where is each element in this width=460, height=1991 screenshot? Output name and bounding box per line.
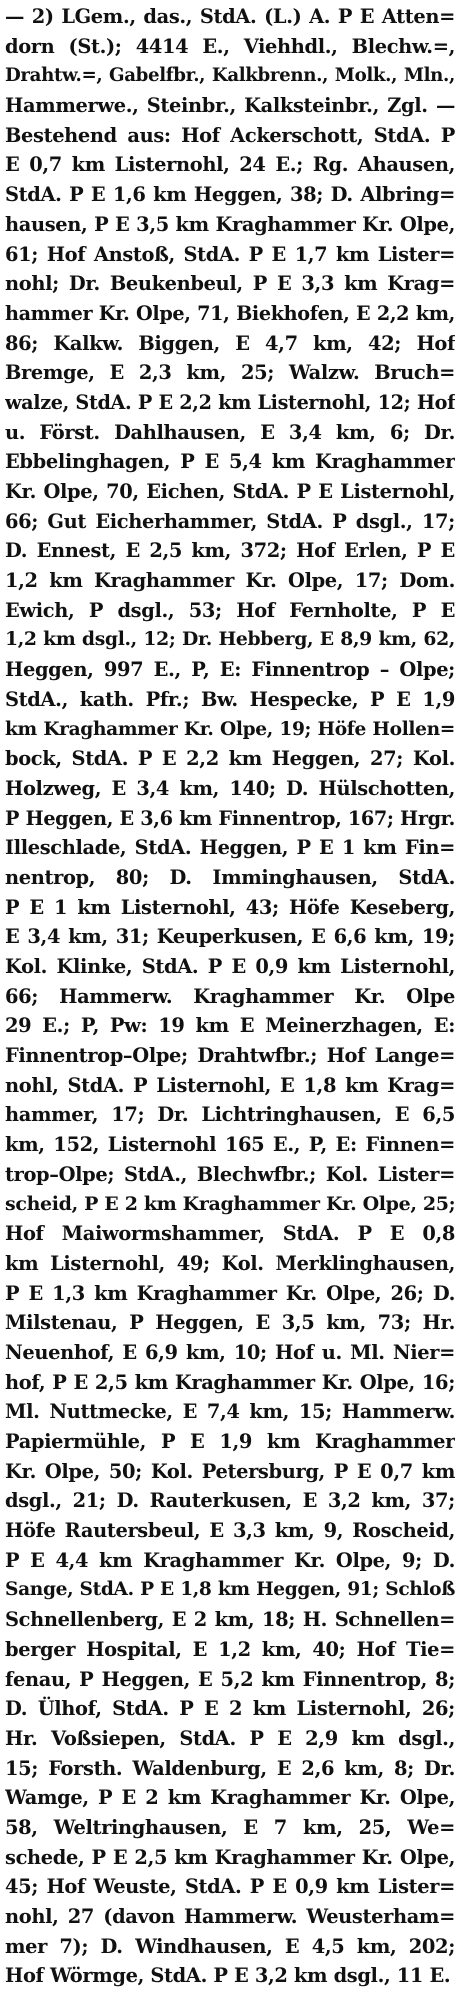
text-line: 45; Hof Weuste, StdA. P E 0,9 km Lister= [5,1875,455,1899]
text-line: km Listernohl, 49; Kol. Merklinghausen, [5,1251,455,1275]
text-line: Hammerwe., Steinbr., Kalksteinbr., Zgl. — [5,94,455,118]
text-line: Kr. Olpe, 50; Kol. Petersburg, P E 0,7 km [5,1459,455,1483]
text-line: Neuenhof, E 6,9 km, 10; Hof u. Ml. Nier= [5,1340,455,1364]
text-line: E 0,7 km Listernohl, 24 E.; Rg. Ahausen, [5,153,455,177]
text-line: mer 7); D. Windhausen, E 4,5 km, 202; [5,1934,455,1958]
text-line: Papiermühle, P E 1,9 km Kraghammer [5,1430,455,1453]
text-line: schede, P E 2,5 km Kraghammer Kr. Olpe, [5,1845,455,1869]
text-line: StdA., kath. Pfr.; Bw. Hespecke, P E 1,9 [5,687,455,711]
text-line: Hof Wörmge, StdA. P E 3,2 km dsgl., 11 E. [5,1964,451,1988]
text-line: Kr. Olpe, 70, Eichen, StdA. P E Listernohl, [5,480,455,503]
text-line: fenau, P Heggen, E 5,2 km Finnentrop, 8; [5,1667,455,1691]
text-line: hammer Kr. Olpe, 71, Biekhofen, E 2,2 km, [5,301,455,325]
text-line: StdA. P E 1,6 km Heggen, 38; D. Albring= [5,183,455,207]
text-line: P E 1 km Listernohl, 43; Höfe Keseberg, [5,895,455,919]
text-line: Hof Maiwormshammer, StdA. P E 0,8 [5,1222,455,1246]
text-line: Kol. Klinke, StdA. P E 0,9 km Listernohl, [5,955,455,978]
text-line: Schnellenberg, E 2 km, 18; H. Schnellen= [5,1608,455,1632]
text-line: P E 1,3 km Kraghammer Kr. Olpe, 26; D. [5,1281,455,1305]
text-line: scheid, P E 2 km Kraghammer Kr. Olpe, 25; [5,1192,455,1215]
text-line: trop–Olpe; StdA., Blechwfbr.; Kol. Lister= [5,1162,455,1186]
text-line: Finnentrop–Olpe; Drahtwfbr.; Hof Lange= [5,1044,455,1068]
text-line: hammer, 17; Dr. Lichtringhausen, E 6,5 [5,1103,455,1127]
text-line: 66; Hammerw. Kraghammer Kr. Olpe [5,984,455,1008]
text-line: Bestehend aus: Hof Ackerschott, StdA. P [5,123,455,147]
text-line: nohl, StdA. P Listernohl, E 1,8 km Krag= [5,1073,455,1097]
text-line: Sange, StdA. P E 1,8 km Heggen, 91; Schloß [5,1579,455,1601]
text-line: Höfe Rautersbeul, E 3,3 km, 9, Roscheid, [5,1519,455,1543]
text-line: 86; Kalkw. Biggen, E 4,7 km, 42; Hof [5,331,455,355]
text-line: D. Ennest, E 2,5 km, 372; Hof Erlen, P E [5,539,455,563]
text-line: Hr. Voßsiepen, StdA. P E 2,9 km dsgl., [5,1726,455,1750]
text-line: Wamge, P E 2 km Kraghammer Kr. Olpe, [5,1786,455,1810]
text-line: 66; Gut Eicherhammer, StdA. P dsgl., 17; [5,509,455,533]
text-line: km, 152, Listernohl 165 E., P, E: Finnen= [5,1133,455,1157]
text-line: berger Hospital, E 1,2 km, 40; Hof Tie= [5,1637,455,1661]
text-line: Ebbelinghagen, P E 5,4 km Kraghammer [5,450,455,474]
text-line: 61; Hof Anstoß, StdA. P E 1,7 km Lister= [5,242,455,266]
text-line: Ewich, P dsgl., 53; Hof Fernholte, P E [5,598,455,622]
text-line: P Heggen, E 3,6 km Finnentrop, 167; Hrgr. [5,806,455,830]
text-line: D. Ülhof, StdA. P E 2 km Listernohl, 26; [5,1697,455,1721]
text-line: nohl, 27 (davon Hammerw. Weusterham= [5,1905,455,1928]
text-line: E 3,4 km, 31; Keuperkusen, E 6,6 km, 19; [5,925,455,949]
text-line: 1,2 km dsgl., 12; Dr. Hebberg, E 8,9 km, 62, [5,628,455,651]
text-line: dorn (St.); 4414 E., Viehhdl., Blechw.=, [5,34,455,58]
text-line: — 2) LGem., das., StdA. (L.) A. P E Atten= [5,5,455,28]
text-line: Milstenau, P Heggen, E 3,5 km, 73; Hr. [5,1311,455,1335]
text-line: u. Först. Dahlhausen, E 3,4 km, 6; Dr. [5,420,455,444]
text-line: Ml. Nuttmecke, E 7,4 km, 15; Hammerw. [5,1400,455,1424]
text-line: 1,2 km Kraghammer Kr. Olpe, 17; Dom. [5,569,455,593]
text-line: 58, Weltringhausen, E 7 km, 25, We= [5,1815,455,1839]
text-line: dsgl., 21; D. Rauterkusen, E 3,2 km, 37; [5,1489,455,1513]
text-line: Holzweg, E 3,4 km, 140; D. Hülschotten, [5,776,455,800]
text-line: walze, StdA. P E 2,2 km Listernohl, 12; Hof [5,390,455,414]
text-line: 29 E.; P, Pw: 19 km E Meinerzhagen, E: [5,1014,455,1038]
text-line: bock, StdA. P E 2,2 km Heggen, 27; Kol. [5,747,455,771]
text-line: hof, P E 2,5 km Kraghammer Kr. Olpe, 16; [5,1370,455,1394]
text-line: P E 4,4 km Kraghammer Kr. Olpe, 9; D. [5,1548,455,1572]
text-line: nohl; Dr. Beukenbeul, P E 3,3 km Krag= [5,272,455,296]
text-line: Drahtw.=, Gabelfbr., Kalkbrenn., Molk., Mln., [5,65,455,87]
text-line: km Kraghammer Kr. Olpe, 19; Höfe Hollen= [5,718,455,740]
text-line: Bremge, E 2,3 km, 25; Walzw. Bruch= [5,361,455,385]
text-line: 15; Forsth. Waldenburg, E 2,6 km, 8; Dr. [5,1756,455,1780]
text-line: Illeschlade, StdA. Heggen, P E 1 km Fin= [5,836,455,860]
text-line: Heggen, 997 E., P, E: Finnentrop – Olpe; [5,658,455,682]
text-line: hausen, P E 3,5 km Kraghammer Kr. Olpe, [5,212,455,236]
text-line: nentrop, 80; D. Imminghausen, StdA. [5,865,455,889]
